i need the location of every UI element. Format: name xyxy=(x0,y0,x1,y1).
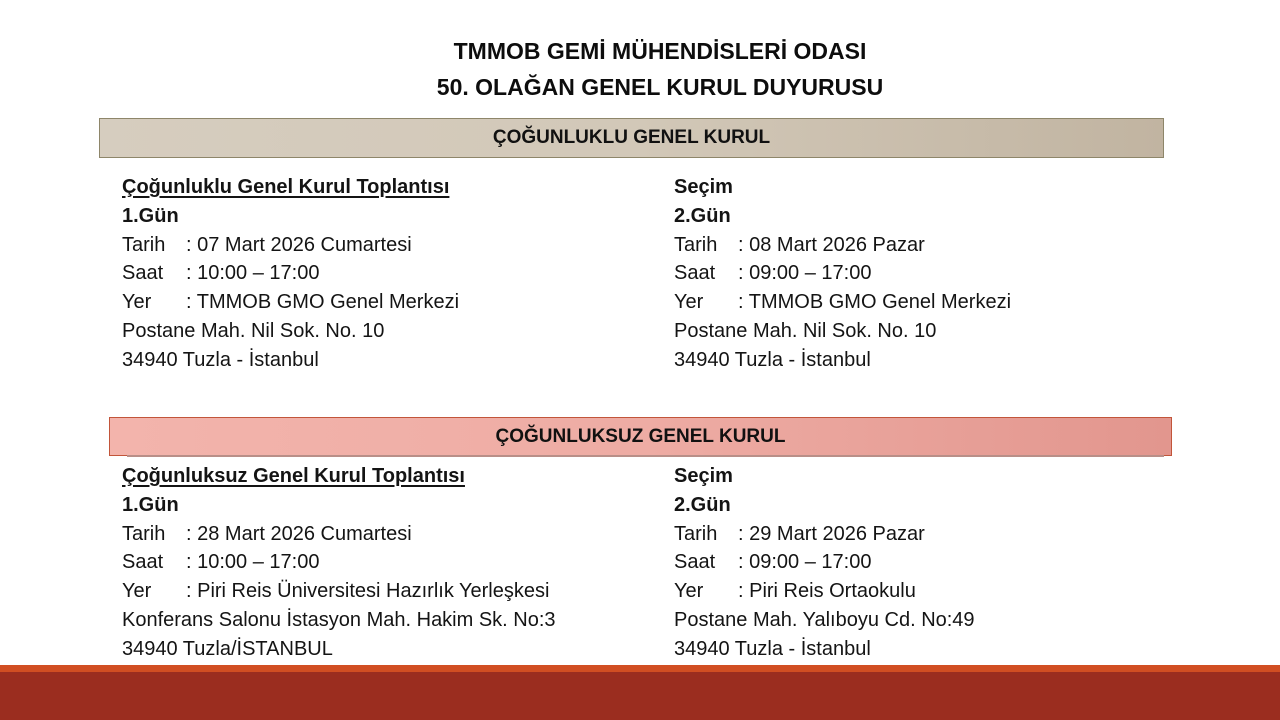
footer-accent-stripe xyxy=(0,665,1280,672)
time-label: Saat xyxy=(122,262,164,285)
non-majority-election-address-1: Postane Mah. Yalıboyu Cd. No:49 xyxy=(674,608,975,631)
time-value: : 10:00 – 17:00 xyxy=(186,262,320,285)
majority-election-column xyxy=(674,173,1011,375)
majority-meeting-address-1: Postane Mah. Nil Sok. No. 10 xyxy=(122,319,385,342)
title-announcement: 50. OLAĞAN GENEL KURUL DUYURUSU xyxy=(436,74,884,100)
section-banner-majority xyxy=(99,118,1164,158)
majority-election-address-1: Postane Mah. Nil Sok. No. 10 xyxy=(674,319,937,342)
majority-meeting-date xyxy=(122,231,459,260)
time-value: : 10:00 – 17:00 xyxy=(186,551,320,574)
non-majority-meeting-heading: Çoğunluksuz Genel Kurul Toplantısı xyxy=(122,465,465,487)
date-label: Tarih xyxy=(674,522,718,545)
non-majority-meeting-day: 1.Gün xyxy=(122,493,179,516)
majority-meeting-place xyxy=(122,288,459,317)
majority-meeting-heading: Çoğunluklu Genel Kurul Toplantısı xyxy=(122,176,450,198)
footer-bar xyxy=(0,672,1280,720)
non-majority-election-place xyxy=(674,577,975,606)
non-majority-election-heading: Seçim xyxy=(674,465,733,487)
time-value: : 09:00 – 17:00 xyxy=(738,551,872,574)
non-majority-meeting-date xyxy=(122,520,556,549)
majority-election-heading: Seçim xyxy=(674,176,733,198)
place-value: : TMMOB GMO Genel Merkezi xyxy=(738,291,1012,314)
place-label: Yer xyxy=(674,580,704,603)
non-majority-meeting-time xyxy=(122,548,556,577)
non-majority-meeting-place xyxy=(122,577,556,606)
page-title xyxy=(0,33,1280,105)
non-majority-meeting-address-1: Konferans Salonu İstasyon Mah. Hakim Sk. No:3 xyxy=(122,608,556,631)
non-majority-meeting-address-2: 34940 Tuzla/İSTANBUL xyxy=(122,637,333,660)
date-label: Tarih xyxy=(674,233,718,256)
non-majority-election-date xyxy=(674,520,975,549)
section-banner-majority-label: ÇOĞUNLUKLU GENEL KURUL xyxy=(492,127,771,148)
majority-meeting-day: 1.Gün xyxy=(122,204,179,227)
majority-meeting-column xyxy=(122,173,459,375)
banner-shadow-divider xyxy=(127,455,1164,457)
section-banner-non-majority xyxy=(109,417,1172,456)
place-value: : TMMOB GMO Genel Merkezi xyxy=(186,291,460,314)
majority-meeting-address-2: 34940 Tuzla - İstanbul xyxy=(122,348,319,371)
section-banner-non-majority-label: ÇOĞUNLUKSUZ GENEL KURUL xyxy=(495,425,786,447)
place-value: : Piri Reis Ortaokulu xyxy=(738,580,916,603)
place-value: : Piri Reis Üniversitesi Hazırlık Yerleşkesi xyxy=(186,580,550,603)
date-value: : 07 Mart 2026 Cumartesi xyxy=(186,233,412,256)
non-majority-election-column xyxy=(674,462,975,664)
non-majority-election-day: 2.Gün xyxy=(674,493,731,516)
majority-meeting-time xyxy=(122,259,459,288)
place-label: Yer xyxy=(122,291,152,314)
time-label: Saat xyxy=(674,262,716,285)
majority-election-address-2: 34940 Tuzla - İstanbul xyxy=(674,348,871,371)
date-value: : 29 Mart 2026 Pazar xyxy=(738,522,925,545)
time-value: : 09:00 – 17:00 xyxy=(738,262,872,285)
date-value: : 28 Mart 2026 Cumartesi xyxy=(186,522,412,545)
majority-election-time xyxy=(674,259,1011,288)
date-label: Tarih xyxy=(122,522,166,545)
place-label: Yer xyxy=(674,291,704,314)
non-majority-meeting-column xyxy=(122,462,556,664)
majority-election-date xyxy=(674,231,1011,260)
place-label: Yer xyxy=(122,580,152,603)
majority-election-day: 2.Gün xyxy=(674,204,731,227)
majority-election-place xyxy=(674,288,1011,317)
date-label: Tarih xyxy=(122,233,166,256)
non-majority-election-time xyxy=(674,548,975,577)
time-label: Saat xyxy=(122,551,164,574)
time-label: Saat xyxy=(674,551,716,574)
title-organization: TMMOB GEMİ MÜHENDİSLERİ ODASI xyxy=(453,38,867,64)
non-majority-election-address-2: 34940 Tuzla - İstanbul xyxy=(674,637,871,660)
date-value: : 08 Mart 2026 Pazar xyxy=(738,233,925,256)
